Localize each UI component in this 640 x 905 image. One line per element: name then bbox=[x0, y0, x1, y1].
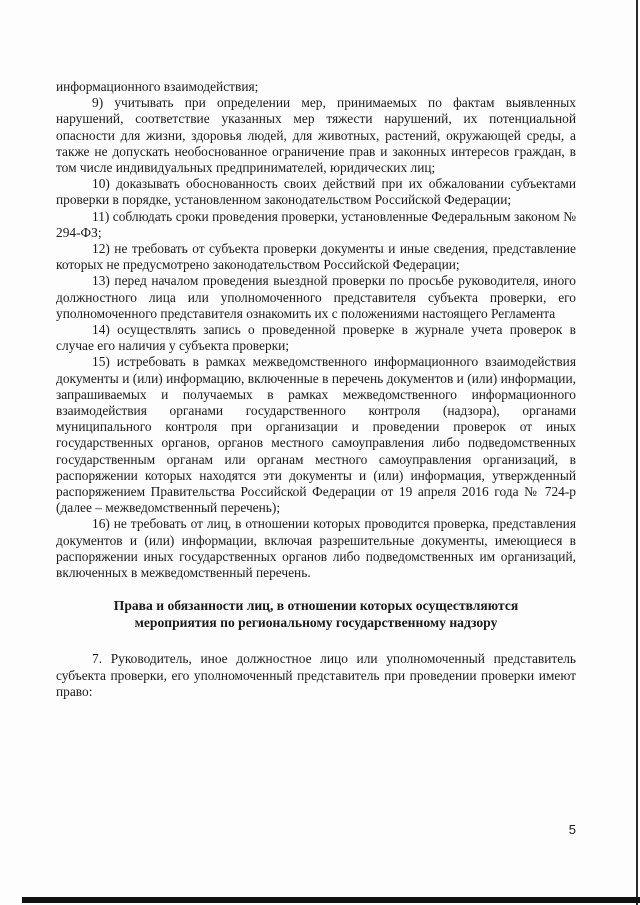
section-heading-line-2: мероприятия по региональному государственному надзору bbox=[134, 615, 498, 631]
section-heading bbox=[56, 597, 576, 631]
paragraph-continuation: информационного взаимодействия; bbox=[56, 79, 259, 94]
page-number: 5 bbox=[568, 822, 576, 837]
paragraph-item-11: 11) соблюдать сроки проведения проверки, установленные Федеральным законом № 294-ФЗ; bbox=[56, 208, 576, 240]
paragraph-item-12: 12) не требовать от субъекта проверки документы и иные сведения, представление которых не предусмотрено законодательством Российской Федерации; bbox=[56, 241, 576, 273]
paragraph-item-15: 15) истребовать в рамках межведомственного информационного взаимодействия документы и (или) информацию, включенные в перечень документов и (или) информации, запрашиваемых и получаемых в рамках межведомственного информационного взаимодействия органами государственного контроля (надзора), органами муниципального контроля при организации и проведении проверок от иных государственных органов, органов местного самоуправления либо подведомственных государственным органам или органам местного самоуправления организаций, в распоряжении которых находятся эти документы и (или) информация, утвержденный распоряжением Правительства Российской Федерации от 19 апреля 2016 года № 724-р (далее – межведомственный перечень); bbox=[56, 354, 576, 516]
paragraph-item-9: 9) учитывать при определении мер, принимаемых по фактам выявленных нарушений, соответствие указанных мер тяжести нарушений, их потенциальной опасности для жизни, здоровья людей, для животных, растений, окружающей среды, а также не допускать необоснованное ограничение прав и законных интересов граждан, в том числе индивидуальных предпринимателей, юридических лиц; bbox=[56, 95, 576, 176]
scan-edge-bottom bbox=[22, 897, 640, 903]
paragraph-item-13: 13) перед началом проведения выездной проверки по просьбе руководителя, иного должностного лица или уполномоченного представителя субъекта проверки, его уполномоченного представителя ознакомить их с положениями настоящего Регламента bbox=[56, 273, 576, 321]
paragraph-7: 7. Руководитель, иное должностное лицо или уполномоченный представитель субъекта проверки, его уполномоченный представитель при проведении проверки имеют право: bbox=[56, 651, 576, 699]
section-heading-line-1: Права и обязанности лиц, в отношении которых осуществляются bbox=[113, 598, 519, 614]
paragraph-item-14: 14) осуществлять запись о проведенной проверке в журнале учета проверок в случае его наличия у субъекта проверки; bbox=[56, 322, 576, 354]
document-body bbox=[56, 79, 576, 700]
paragraph-item-10: 10) доказывать обоснованность своих действий при их обжаловании субъектами проверки в порядке, установленном законодательством Российской Федерации; bbox=[56, 176, 576, 208]
scan-edge-right bbox=[636, 0, 638, 905]
paragraph-item-16: 16) не требовать от лиц, в отношении которых проводится проверка, представления документов и (или) информации, включая разрешительные документы, имеющиеся в распоряжении иных государственных органов либо подведомственных им организаций, включенных в межведомственный перечень. bbox=[56, 516, 576, 581]
